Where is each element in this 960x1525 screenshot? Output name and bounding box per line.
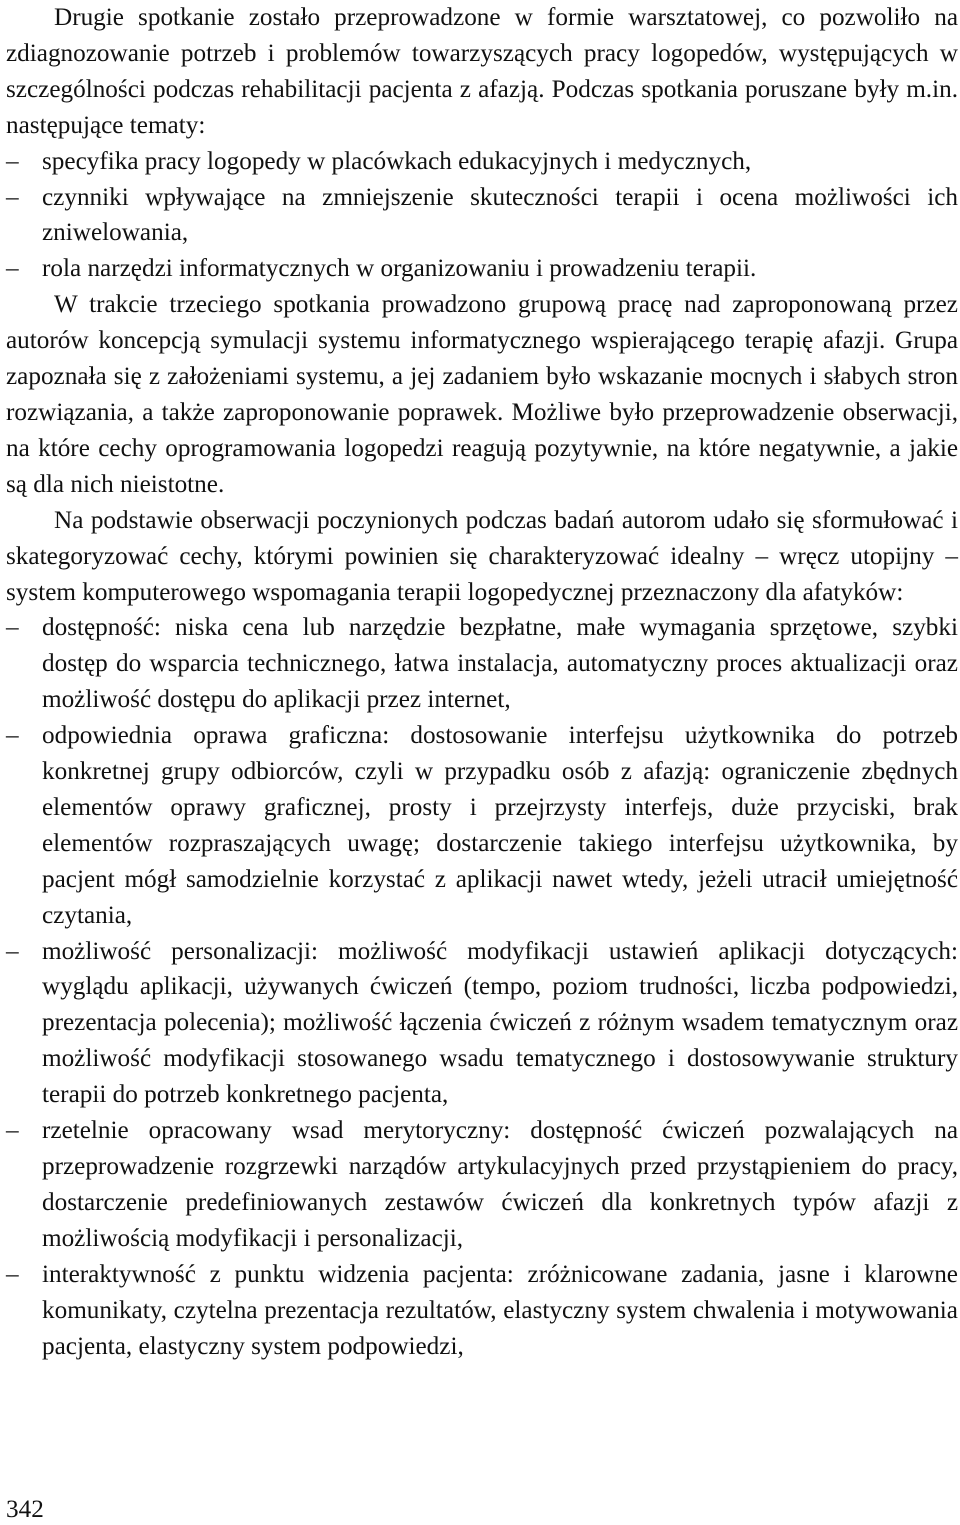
paragraph-third-meeting: W trakcie trzeciego spotkania prowadzono grupową pracę nad zaproponowaną przez autorów koncepcją symulacji systemu informatycznego wspierającego terapię afazji. Grupa zapoznała się z założeniami systemu, a jej zadaniem było wskazanie mocnych i słabych stron rozwiązania, a także zaproponowanie poprawek. Możliwe było przeprowadzenie obserwacji, na które cechy oprogramowania logopedzi reagują pozytywnie, na które negatywnie, a jakie są dla nich nieistotne. — [6, 291, 958, 498]
list-item: – specyfika pracy logopedy w placówkach edukacyjnych i medycznych, — [6, 144, 958, 180]
dash-bullet: – — [6, 147, 19, 175]
dash-bullet: – — [6, 614, 19, 642]
paragraph-workshop-meeting: Drugie spotkanie zostało przeprowadzone w formie warsztatowej, co pozwoliło na zdiagnozowanie potrzeb i problemów towarzyszących pracy logopedów, występujących w szczególności podczas rehabilitacji pacjenta z afazją. Podczas spotkania poruszane były m.in. następujące tematy: — [6, 4, 958, 139]
list-item: – możliwość personalizacji: możliwość modyfikacji ustawień aplikacji dotyczących: wyglądu aplikacji, używanych ćwiczeń (tempo, poziom trudności, liczba podpowiedzi, prezentacja polecenia); możliwość łączenia ćwiczeń z różnym wsadem tematycznym oraz możliwość modyfikacji stosowanego wsadu tematycznego i dostosowywanie struktury terapii do potrzeb konkretnego pacjenta, — [6, 934, 958, 1114]
dash-bullet: – — [6, 937, 19, 965]
features-list — [6, 610, 958, 1364]
list-item: – dostępność: niska cena lub narzędzie bezpłatne, małe wymagania sprzętowe, szybki dostęp do wsparcia technicznego, łatwa instalacja, automatyczny proces aktualizacji oraz możliwość dostępu do aplikacji przez internet, — [6, 610, 958, 718]
dash-bullet: – — [6, 1117, 19, 1145]
list-item: – rola narzędzi informatycznych w organizowaniu i prowadzeniu terapii. — [6, 251, 958, 287]
page-number: 342 — [6, 1496, 44, 1523]
dash-bullet: – — [6, 1260, 19, 1288]
topics-list — [6, 144, 958, 288]
paragraph-observations: Na podstawie obserwacji poczynionych podczas badań autorom udało się sformułować i skategoryzować cechy, którymi powinien się charakteryzować idealny – wręcz utopijny – system komputerowego wspomagania terapii logopedycznej przeznaczony dla afatyków: — [6, 506, 958, 606]
list-item: – interaktywność z punktu widzenia pacjenta: zróżnicowane zadania, jasne i klarowne komunikaty, czytelna prezentacja rezultatów, elastyczny system chwalenia i motywowania pacjenta, elastyczny system podpowiedzi, — [6, 1257, 958, 1365]
list-item: – czynniki wpływające na zmniejszenie skuteczności terapii i ocena możliwości ich zniwelowania, — [6, 180, 958, 252]
dash-bullet: – — [6, 722, 19, 750]
dash-bullet: – — [6, 255, 19, 283]
page-body — [6, 0, 958, 1364]
list-item: – rzetelnie opracowany wsad merytoryczny: dostępność ćwiczeń pozwalających na przeprowadzenie rozgrzewki narządów artykulacyjnych przed przystąpieniem do pracy, dostarczenie predefiniowanych zestawów ćwiczeń dla konkretnych typów afazji z możliwością modyfikacji i personalizacji, — [6, 1113, 958, 1257]
list-item: – odpowiednia oprawa graficzna: dostosowanie interfejsu użytkownika do potrzeb konkretnej grupy odbiorców, czyli w przypadku osób z afazją: ograniczenie zbędnych elementów oprawy graficznej, prosty i przejrzysty interfejs, duże przyciski, brak elementów rozpraszających uwagę; dostarczenie takiego interfejsu użytkownika, by pacjent mógł samodzielnie korzystać z aplikacji nawet wtedy, jeżeli utracił umiejętność czytania, — [6, 718, 958, 933]
dash-bullet: – — [6, 183, 19, 211]
